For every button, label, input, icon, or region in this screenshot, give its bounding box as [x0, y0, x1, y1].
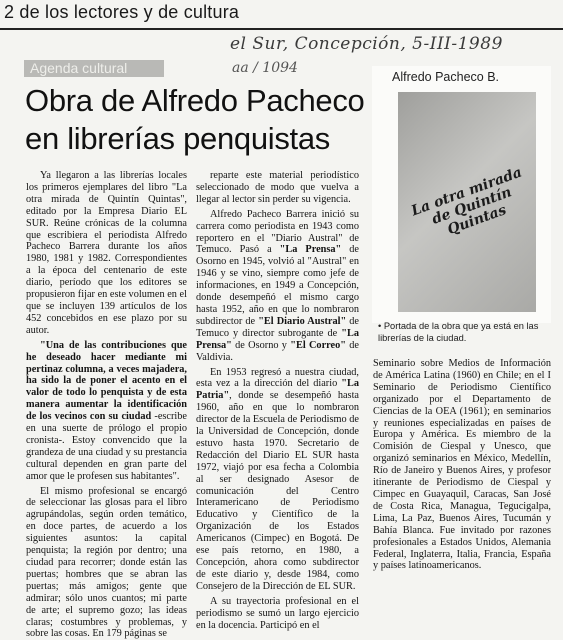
quote-tail: -escribe en una suerte de prólogo el propio cronista-. Estoy convencido que la grandeza de una ciudad y su prestancia cultural dependen en gran parte del amor que le profesen sus habitantes".	[26, 411, 187, 482]
headline	[25, 82, 365, 158]
section-header	[0, 0, 563, 32]
section-title: 2 de los lectores y de cultura	[4, 2, 240, 22]
newspaper-name: "El Correo"	[290, 339, 346, 351]
header-rule	[0, 28, 563, 30]
paragraph: reparte este material periodístico seleccionado de modo que vuelva a llegar al lector sin perder su vigencia.	[196, 170, 359, 205]
book-photo	[372, 66, 551, 323]
article-column-1	[26, 170, 187, 640]
quote-bold: "Una de las contribuciones que he deseado hacer mediante mi pertinaz columna, a veces majadera, ha sido la de poner el acento en el valor de todo lo penquista y de esta manera aumentar la identificación de los vecinos con su ciudad	[26, 339, 187, 423]
agenda-cultural-label: Agenda cultural	[24, 60, 164, 77]
text-run: de Osorno en 1945, volvió al "Austral" en 1946 y se vino, siempre como jefe de informaciones, en 1949 a Concepción, donde desempeñó el mismo cargo hasta 1952, año en que lo nombraron subdirector de	[196, 244, 359, 327]
text-run: de Temuco y director subrogante de	[196, 315, 359, 339]
paragraph-career-2	[196, 367, 359, 593]
text-run: de Valdivia.	[196, 339, 360, 363]
text-run: Alfredo Pacheco Barrera inició su carrera como periodista en 1943 como reportero en el "Diario Austral" de Temuco. Pasó a	[196, 208, 359, 256]
paragraph-quote	[26, 340, 187, 483]
paragraph-career	[196, 209, 359, 364]
newspaper-name: "La Patria"	[196, 378, 359, 402]
book-cover-image	[398, 92, 536, 312]
handwritten-date-annotation: el Sur, Concepción, 5-III-1989	[230, 34, 503, 54]
article-column-2	[196, 170, 360, 631]
newspaper-name: "La Prensa"	[196, 327, 359, 351]
headline-line-2: en librerías penquistas	[25, 121, 331, 156]
headline-line-1: Obra de Alfredo Pacheco	[25, 83, 365, 118]
book-cover-title: La otra mirada de Quintín Quintas	[409, 164, 525, 239]
photo-caption: • Portada de la obra que ya está en las librerías de la ciudad.	[378, 321, 539, 343]
paragraph: A su trayectoria profesional en el periodismo se sumó un largo ejercicio en la docencia. Participó en el	[196, 595, 359, 631]
article-column-3	[373, 358, 551, 600]
newspaper-name: "El Diario Austral"	[258, 315, 347, 327]
photo-label: Alfredo Pacheco B.	[392, 70, 500, 84]
paragraph: El mismo profesional se encargó de seleccionar las glosas para el libro agrupándolas, según orden temático, en doce partes, de acuerdo a los siguientes asuntos: la capital penquista; la región por dentro; una ciudad para recorrer; donde están las puertas; hombres que se abran las puertas; más amigos; gente que admirar; sólo unos cuantos; mi parte de arte; el supremo gozo; las ideas claras; costumbres y problemas, y sobre las cosas. En 179 páginas se	[26, 485, 187, 640]
text-run: En 1953 regresó a nuestra ciudad, esta vez a la dirección del diario	[196, 366, 359, 390]
newspaper-name: "La Prensa"	[279, 244, 342, 256]
text-run: , donde se desempeñó hasta 1960, año en que lo nombraron director de la Escuela de Periodismo de la Universidad de Concepción, donde estuvo hasta 1970. Secretario de Redacción del Diario EL SUR hasta 1972, viajó por esa fecha a Colombia al ser designado Asesor de comunicación del Centro Interamericano de Periodismo Educativo y Científico de la Organización de los Estados Americanos (Cimpec) en Bogotá. De ese país retorno, en 1980, a Concepción, ahora como subdirector de este diario y, desde 1984, como Consejero de la Dirección de EL SUR.	[196, 390, 359, 592]
handwritten-archive-code: aa / 1094	[232, 60, 298, 76]
text-run: de Osorno y	[231, 339, 291, 351]
paragraph: Seminario sobre Medios de Información de América Latina (1960) en Chile; en el I Seminario de Periodismo Científico organizado por el Departamento de Ciencias de la OEA (1961); en seminarios y reuniones especializadas en países de Europa y América. Es miembro de la Comisión de Ciespal y Unesco, que organizó seminarios en México, Medellín, Río de Janeiro y Buenos Aires, y profesor itinerante de Periodismo de Ciespal y Cimpec en Guayaquil, Caracas, San José de Costa Rica, Managua, Tegucigalpa, Lima, La Paz, Buenos Aires, Tucumán y Bahía Blanca. Fue invitado por razones profesionales a Estados Unidos, Alemania Federal, Inglaterra, Italia, Francia, España y países latinoamericanos.	[373, 358, 551, 572]
paragraph: Ya llegaron a las librerías locales los primeros ejemplares del libro "La otra mirada de Quintín Quintas", editado por la Empresa Diario EL SUR. Reúne crónicas de la columna que escribiera el periodista Alfredo Pacheco Barrera durante los años 1980, 1981 y 1982. Correspondientes a la época del centenario de este diario, período que los editores se propusieron fijar en este volumen en el que se incluyen 139 artículos de los 452 concebidos en ese plazo por su autor.	[26, 170, 187, 336]
